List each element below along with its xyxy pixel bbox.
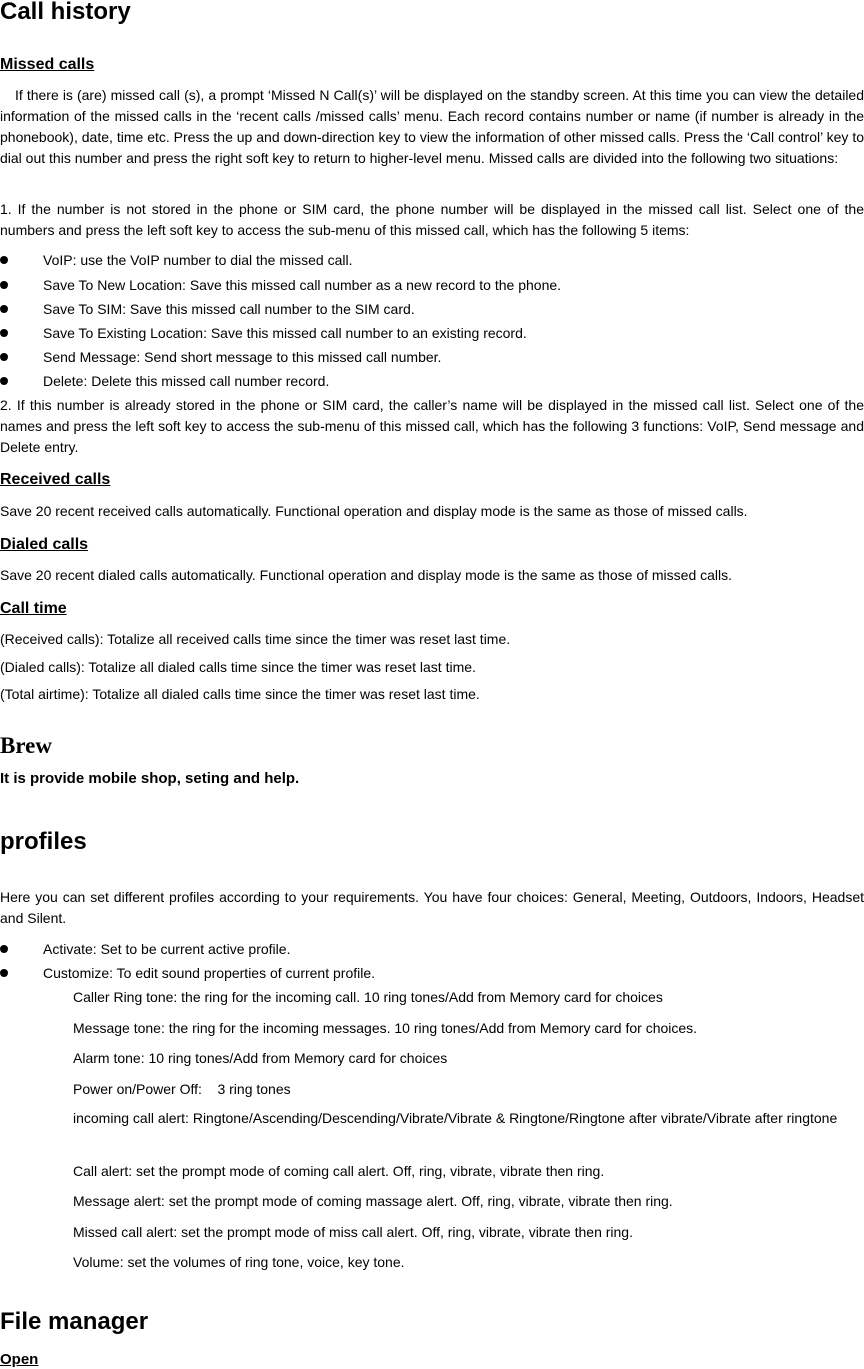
heading-missed-calls: Missed calls	[0, 56, 95, 73]
list-item-text: Save To Existing Location: Save this missed call number to an existing record.	[43, 325, 527, 341]
list-item-text: Customize: To edit sound properties of current profile.	[43, 965, 376, 981]
list-item-text: Save To SIM: Save this missed call number to the SIM card.	[43, 301, 415, 317]
list-item-text: VoIP: use the VoIP number to dial the missed call.	[43, 252, 353, 268]
call-time-line: (Dialed calls): Totalize all dialed calls time since the timer was reset last time.	[0, 659, 476, 675]
customize-message-tone: Message tone: the ring for the incoming messages. 10 ring tones/Add from Memory card for choices.	[73, 1020, 698, 1036]
call-time-line: (Received calls): Totalize all received calls time since the timer was reset last time.	[0, 631, 511, 647]
heading-dialed-calls: Dialed calls	[0, 536, 89, 553]
customize-volume: Volume: set the volumes of ring tone, voice, key tone.	[73, 1254, 405, 1270]
section-title-call-history: Call history	[0, 0, 131, 25]
section-title-profiles: profiles	[0, 828, 87, 855]
heading-open: Open	[0, 1351, 39, 1368]
dialed-calls-text: Save 20 recent dialed calls automatically. Functional operation and display mode is the same as those of missed calls.	[0, 567, 733, 583]
bullet-icon	[0, 305, 8, 313]
section-title-file-manager: File manager	[0, 1308, 149, 1335]
list-item-text: Send Message: Send short message to this missed call number.	[43, 349, 442, 365]
list-item-text: Save To New Location: Save this missed call number as a new record to the phone.	[43, 277, 562, 293]
missed-calls-intro: If there is (are) missed call (s), a prompt ‘Missed N Call(s)’ will be displayed on the standby screen. At this time you can view the detailed information of the missed calls in the ‘recent calls /missed calls’ menu. Each record contains number or name (if number is already in the phonebook), date, time etc. Press the up and down-direction key to view the information of other missed calls. Press the ‘Call control’ key to dial out this number and press the right soft key to return to higher-level menu. Missed calls are divided into the following two situations:	[0, 87, 864, 166]
customize-power: Power on/Power Off: 3 ring tones	[73, 1081, 291, 1097]
heading-received-calls: Received calls	[0, 471, 111, 488]
list-item-text: Delete: Delete this missed call number record.	[43, 373, 330, 389]
customize-missed-alert: Missed call alert: set the prompt mode of miss call alert. Off, ring, vibrate, vibrate then ring.	[73, 1224, 633, 1240]
call-time-line: (Total airtime): Totalize all dialed calls time since the timer was reset last time.	[0, 686, 480, 702]
received-calls-text: Save 20 recent received calls automatically. Functional operation and display mode is the same as those of missed calls.	[0, 503, 748, 519]
customize-call-alert: Call alert: set the prompt mode of coming call alert. Off, ring, vibrate, vibrate then ring.	[73, 1163, 605, 1179]
bullet-icon	[0, 281, 8, 289]
customize-message-alert: Message alert: set the prompt mode of coming massage alert. Off, ring, vibrate, vibrate then ring.	[73, 1193, 673, 1209]
missed-calls-case-1: 1. If the number is not stored in the phone or SIM card, the phone number will be displayed in the missed call list. Select one of the numbers and press the left soft key to access the sub-menu of this missed call, which has the following 5 items:	[0, 201, 864, 238]
missed-calls-case-2: 2. If this number is already stored in the phone or SIM card, the caller’s name will be displayed in the missed call list. Select one of the names and press the left soft key to access the sub-menu of this missed call, which has the following 3 functions: VoIP, Send message and Delete entry.	[0, 397, 864, 455]
list-item-text: Activate: Set to be current active profile.	[43, 941, 291, 957]
bullet-icon	[0, 969, 8, 977]
customize-incoming-alert: incoming call alert: Ringtone/Ascending/Descending/Vibrate/Vibrate & Ringtone/Ringtone after vibrate/Vibrate after ringtone	[73, 1110, 838, 1126]
bullet-icon	[0, 256, 8, 264]
bullet-icon	[0, 329, 8, 337]
customize-caller-ring: Caller Ring tone: the ring for the incoming call. 10 ring tones/Add from Memory card for choices	[73, 989, 663, 1005]
brew-text: It is provide mobile shop, seting and help.	[0, 770, 300, 787]
bullet-icon	[0, 377, 8, 385]
profiles-intro: Here you can set different profiles according to your requirements. You have four choices: General, Meeting, Outdoors, Indoors, Headset and Silent.	[0, 889, 864, 926]
heading-call-time: Call time	[0, 600, 67, 617]
bullet-icon	[0, 353, 8, 361]
customize-alarm-tone: Alarm tone: 10 ring tones/Add from Memory card for choices	[73, 1050, 448, 1066]
section-title-brew: Brew	[0, 733, 52, 758]
bullet-icon	[0, 945, 8, 953]
